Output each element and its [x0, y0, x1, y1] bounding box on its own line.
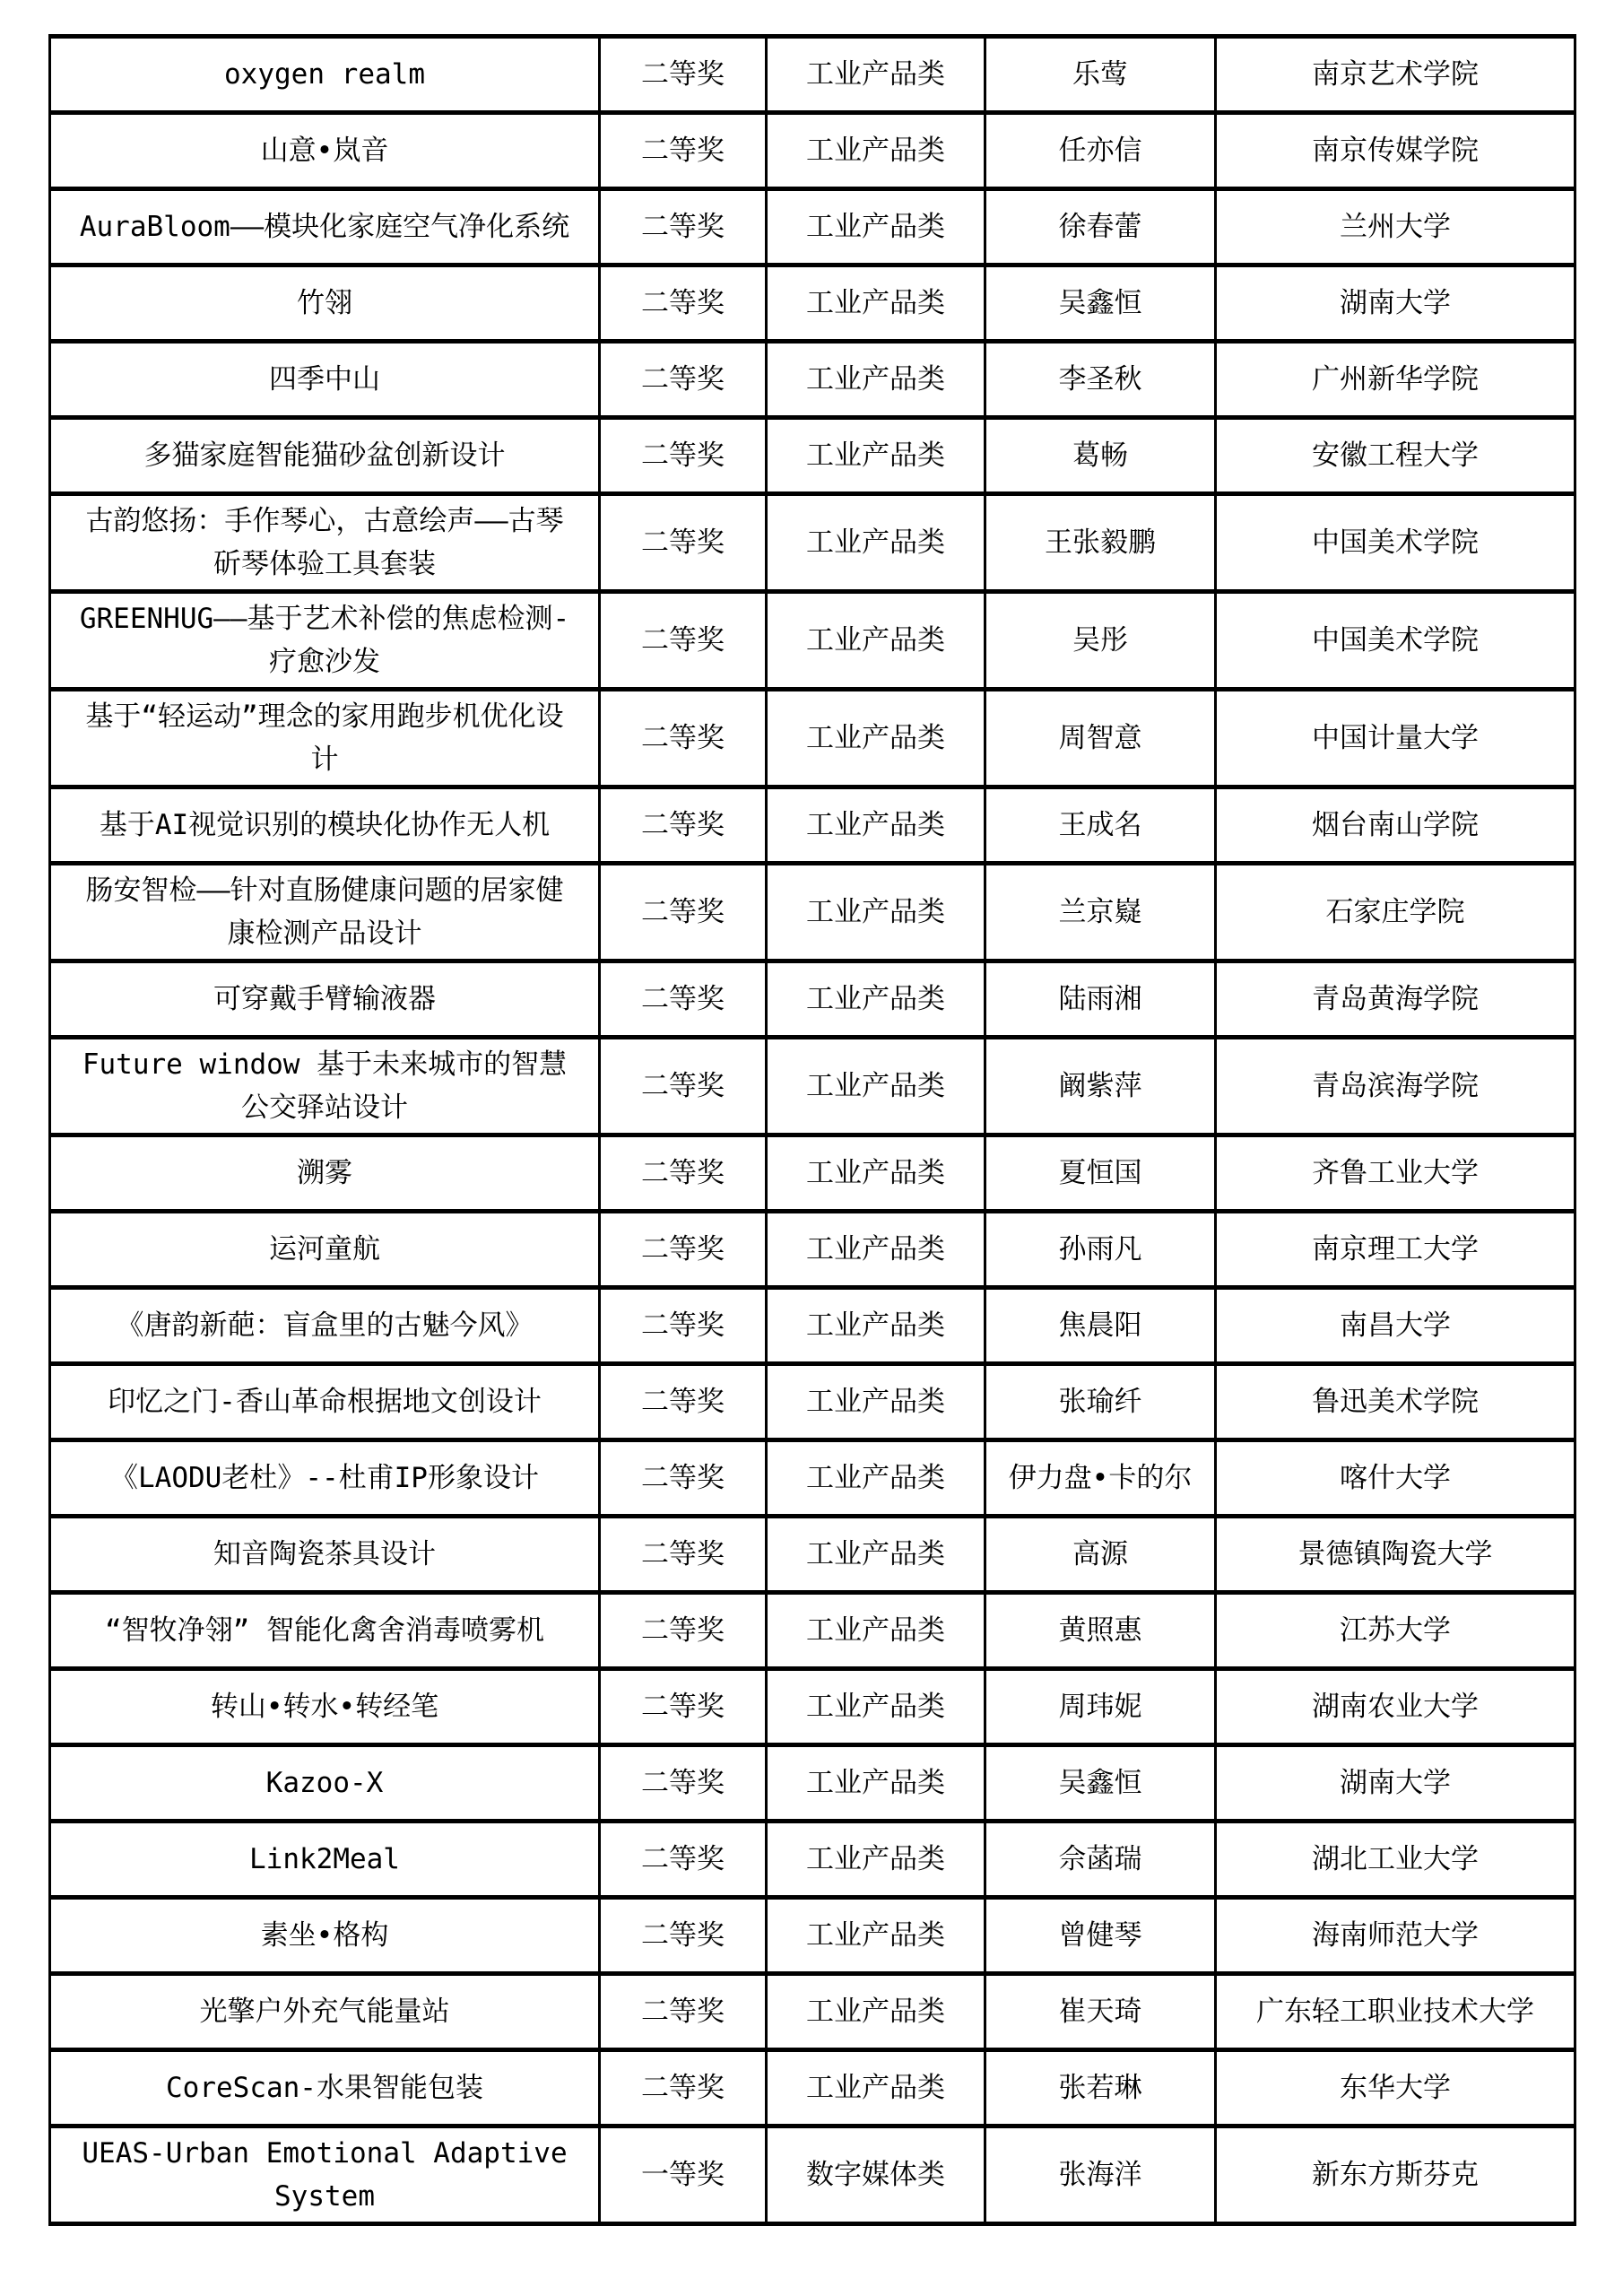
school-cell: 湖南农业大学	[1216, 1669, 1575, 1745]
school-cell: 南京理工大学	[1216, 1212, 1575, 1288]
work-title-cell: Link2Meal	[50, 1822, 600, 1898]
award-cell: 二等奖	[600, 1745, 767, 1822]
author-cell: 孙雨凡	[985, 1212, 1216, 1288]
award-cell: 二等奖	[600, 1440, 767, 1517]
author-cell: 吴鑫恒	[985, 265, 1216, 342]
award-cell: 二等奖	[600, 1822, 767, 1898]
work-title-cell: “智牧净翎” 智能化禽舍消毒喷雾机	[50, 1593, 600, 1669]
author-cell: 张若琳	[985, 2050, 1216, 2126]
table-row	[50, 1212, 1575, 1288]
award-cell: 二等奖	[600, 787, 767, 864]
table-row	[50, 1288, 1575, 1364]
category-cell: 工业产品类	[767, 1364, 985, 1440]
table-row	[50, 418, 1575, 494]
author-cell: 阚紫萍	[985, 1038, 1216, 1135]
work-title-cell: 素坐•格构	[50, 1898, 600, 1974]
work-title-cell: GREENHUG——基于艺术补偿的焦虑检测-疗愈沙发	[50, 592, 600, 690]
award-cell: 二等奖	[600, 418, 767, 494]
work-title-cell: 转山•转水•转经笔	[50, 1669, 600, 1745]
category-cell: 工业产品类	[767, 1440, 985, 1517]
award-cell: 二等奖	[600, 1898, 767, 1974]
category-cell: 工业产品类	[767, 189, 985, 265]
category-cell: 工业产品类	[767, 1974, 985, 2050]
table-row	[50, 189, 1575, 265]
school-cell: 中国美术学院	[1216, 592, 1575, 690]
work-title-cell: 肠安智检——针对直肠健康问题的居家健康检测产品设计	[50, 864, 600, 961]
school-cell: 齐鲁工业大学	[1216, 1135, 1575, 1212]
table-row	[50, 37, 1575, 113]
award-cell: 二等奖	[600, 189, 767, 265]
school-cell: 石家庄学院	[1216, 864, 1575, 961]
author-cell: 焦晨阳	[985, 1288, 1216, 1364]
work-title-cell: oxygen realm	[50, 37, 600, 113]
category-cell: 工业产品类	[767, 787, 985, 864]
category-cell: 工业产品类	[767, 1517, 985, 1593]
school-cell: 烟台南山学院	[1216, 787, 1575, 864]
work-title-cell: 《LAODU老杜》--杜甫IP形象设计	[50, 1440, 600, 1517]
award-cell: 二等奖	[600, 1669, 767, 1745]
table-row	[50, 1440, 1575, 1517]
category-cell: 工业产品类	[767, 1135, 985, 1212]
category-cell: 工业产品类	[767, 1745, 985, 1822]
author-cell: 夏恒国	[985, 1135, 1216, 1212]
work-title-cell: UEAS-Urban Emotional Adaptive System	[50, 2126, 600, 2224]
award-cell: 二等奖	[600, 1212, 767, 1288]
school-cell: 湖南大学	[1216, 265, 1575, 342]
table-row	[50, 1364, 1575, 1440]
category-cell: 工业产品类	[767, 1212, 985, 1288]
award-cell: 二等奖	[600, 961, 767, 1038]
award-cell: 二等奖	[600, 864, 767, 961]
school-cell: 中国美术学院	[1216, 494, 1575, 592]
work-title-cell: 多猫家庭智能猫砂盆创新设计	[50, 418, 600, 494]
author-cell: 曾健琴	[985, 1898, 1216, 1974]
category-cell: 工业产品类	[767, 1288, 985, 1364]
work-title-cell: 溯雾	[50, 1135, 600, 1212]
category-cell: 数字媒体类	[767, 2126, 985, 2224]
author-cell: 张瑜纤	[985, 1364, 1216, 1440]
author-cell: 张海洋	[985, 2126, 1216, 2224]
author-cell: 兰京嶷	[985, 864, 1216, 961]
award-cell: 二等奖	[600, 2050, 767, 2126]
award-cell: 二等奖	[600, 1974, 767, 2050]
work-title-cell: 运河童航	[50, 1212, 600, 1288]
category-cell: 工业产品类	[767, 592, 985, 690]
work-title-cell: CoreScan-水果智能包装	[50, 2050, 600, 2126]
work-title-cell: 四季中山	[50, 342, 600, 418]
category-cell: 工业产品类	[767, 418, 985, 494]
category-cell: 工业产品类	[767, 37, 985, 113]
award-cell: 二等奖	[600, 1038, 767, 1135]
author-cell: 高源	[985, 1517, 1216, 1593]
author-cell: 黄照惠	[985, 1593, 1216, 1669]
school-cell: 青岛滨海学院	[1216, 1038, 1575, 1135]
author-cell: 周玮妮	[985, 1669, 1216, 1745]
work-title-cell: 《唐韵新葩：盲盒里的古魅今风》	[50, 1288, 600, 1364]
author-cell: 伊力盘•卡的尔	[985, 1440, 1216, 1517]
author-cell: 吴鑫恒	[985, 1745, 1216, 1822]
work-title-cell: 基于“轻运动”理念的家用跑步机优化设计	[50, 690, 600, 787]
table-row	[50, 1135, 1575, 1212]
author-cell: 陆雨湘	[985, 961, 1216, 1038]
work-title-cell: 竹翎	[50, 265, 600, 342]
table-row	[50, 1822, 1575, 1898]
awards-table	[48, 34, 1576, 2226]
school-cell: 南京艺术学院	[1216, 37, 1575, 113]
category-cell: 工业产品类	[767, 1038, 985, 1135]
author-cell: 任亦信	[985, 113, 1216, 189]
school-cell: 安徽工程大学	[1216, 418, 1575, 494]
category-cell: 工业产品类	[767, 1669, 985, 1745]
school-cell: 喀什大学	[1216, 1440, 1575, 1517]
work-title-cell: 光擎户外充气能量站	[50, 1974, 600, 2050]
category-cell: 工业产品类	[767, 265, 985, 342]
author-cell: 王成名	[985, 787, 1216, 864]
work-title-cell: 印忆之门-香山革命根据地文创设计	[50, 1364, 600, 1440]
table-row	[50, 1038, 1575, 1135]
table-row	[50, 1974, 1575, 2050]
author-cell: 徐春蕾	[985, 189, 1216, 265]
school-cell: 新东方斯芬克	[1216, 2126, 1575, 2224]
work-title-cell: 山意•岚音	[50, 113, 600, 189]
award-cell: 二等奖	[600, 1135, 767, 1212]
work-title-cell: Kazoo-X	[50, 1745, 600, 1822]
author-cell: 葛畅	[985, 418, 1216, 494]
table-row	[50, 961, 1575, 1038]
author-cell: 崔天琦	[985, 1974, 1216, 2050]
award-cell: 二等奖	[600, 1364, 767, 1440]
table-row	[50, 592, 1575, 690]
table-row	[50, 2126, 1575, 2224]
school-cell: 广东轻工职业技术大学	[1216, 1974, 1575, 2050]
work-title-cell: 知音陶瓷茶具设计	[50, 1517, 600, 1593]
work-title-cell: 可穿戴手臂输液器	[50, 961, 600, 1038]
category-cell: 工业产品类	[767, 342, 985, 418]
author-cell: 李圣秋	[985, 342, 1216, 418]
work-title-cell: Future window 基于未来城市的智慧公交驿站设计	[50, 1038, 600, 1135]
work-title-cell: AuraBloom——模块化家庭空气净化系统	[50, 189, 600, 265]
table-row	[50, 787, 1575, 864]
award-cell: 二等奖	[600, 37, 767, 113]
school-cell: 海南师范大学	[1216, 1898, 1575, 1974]
category-cell: 工业产品类	[767, 1898, 985, 1974]
award-cell: 二等奖	[600, 342, 767, 418]
table-row	[50, 1669, 1575, 1745]
author-cell: 王张毅鹏	[985, 494, 1216, 592]
table-row	[50, 2050, 1575, 2126]
school-cell: 兰州大学	[1216, 189, 1575, 265]
school-cell: 中国计量大学	[1216, 690, 1575, 787]
table-row	[50, 1593, 1575, 1669]
category-cell: 工业产品类	[767, 961, 985, 1038]
school-cell: 青岛黄海学院	[1216, 961, 1575, 1038]
school-cell: 南京传媒学院	[1216, 113, 1575, 189]
school-cell: 江苏大学	[1216, 1593, 1575, 1669]
work-title-cell: 基于AI视觉识别的模块化协作无人机	[50, 787, 600, 864]
award-cell: 二等奖	[600, 265, 767, 342]
category-cell: 工业产品类	[767, 864, 985, 961]
award-cell: 一等奖	[600, 2126, 767, 2224]
table-row	[50, 1898, 1575, 1974]
award-cell: 二等奖	[600, 1288, 767, 1364]
table-row	[50, 1517, 1575, 1593]
school-cell: 广州新华学院	[1216, 342, 1575, 418]
school-cell: 景德镇陶瓷大学	[1216, 1517, 1575, 1593]
table-row	[50, 265, 1575, 342]
award-cell: 二等奖	[600, 494, 767, 592]
author-cell: 佘菡瑞	[985, 1822, 1216, 1898]
category-cell: 工业产品类	[767, 1822, 985, 1898]
work-title-cell: 古韵悠扬：手作琴心，古意绘声——古琴斫琴体验工具套装	[50, 494, 600, 592]
category-cell: 工业产品类	[767, 690, 985, 787]
category-cell: 工业产品类	[767, 113, 985, 189]
author-cell: 乐莺	[985, 37, 1216, 113]
school-cell: 湖北工业大学	[1216, 1822, 1575, 1898]
award-cell: 二等奖	[600, 113, 767, 189]
school-cell: 鲁迅美术学院	[1216, 1364, 1575, 1440]
category-cell: 工业产品类	[767, 1593, 985, 1669]
author-cell: 吴彤	[985, 592, 1216, 690]
table-row	[50, 113, 1575, 189]
school-cell: 南昌大学	[1216, 1288, 1575, 1364]
award-cell: 二等奖	[600, 690, 767, 787]
award-cell: 二等奖	[600, 1517, 767, 1593]
author-cell: 周智意	[985, 690, 1216, 787]
table-row	[50, 1745, 1575, 1822]
table-row	[50, 690, 1575, 787]
school-cell: 东华大学	[1216, 2050, 1575, 2126]
table-row	[50, 342, 1575, 418]
table-row	[50, 494, 1575, 592]
school-cell: 湖南大学	[1216, 1745, 1575, 1822]
award-cell: 二等奖	[600, 592, 767, 690]
table-row	[50, 864, 1575, 961]
category-cell: 工业产品类	[767, 494, 985, 592]
award-cell: 二等奖	[600, 1593, 767, 1669]
category-cell: 工业产品类	[767, 2050, 985, 2126]
